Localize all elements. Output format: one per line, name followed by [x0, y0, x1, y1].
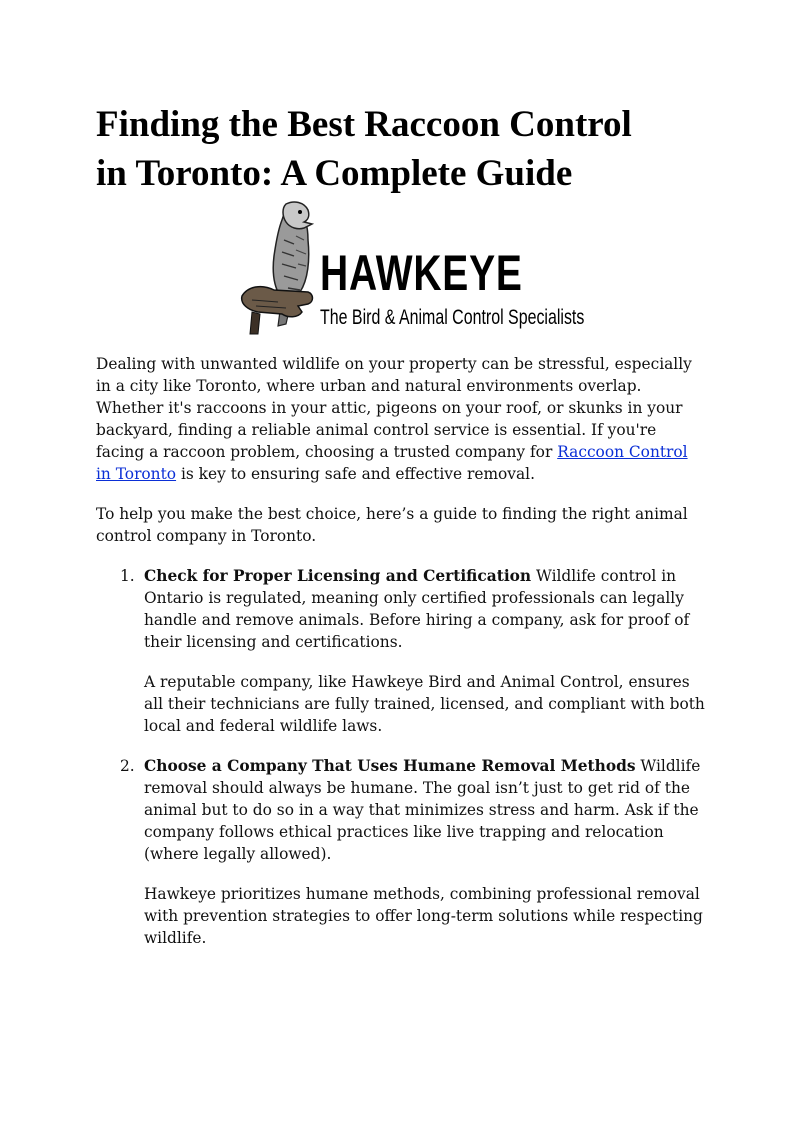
- list-item-text: Wildlife control in Ontario is regulated, meaning only certified professionals can legally handle and remove animals. Before hiring a company, ask for proof of their licensing and certifications.: [144, 567, 690, 651]
- list-item-followup: Hawkeye prioritizes humane methods, combining professional removal with prevention strategies to offer long-term solutions while respecting wildlife.: [144, 885, 703, 947]
- list-item-number: 2.: [120, 757, 135, 775]
- logo-tagline: The Bird & Animal Control Specialists: [320, 306, 585, 329]
- list-item-followup: A reputable company, like Hawkeye Bird and Animal Control, ensures all their technicians are fully trained, licensed, and compliant with both local and federal wildlife laws.: [144, 673, 705, 735]
- list-item-heading: Choose a Company That Uses Humane Removal Methods: [144, 757, 636, 775]
- raccoon-control-link[interactable]: Raccoon Control in Toronto: [96, 443, 688, 483]
- guide-list: [96, 565, 706, 949]
- list-item-text: Wildlife removal should always be humane. The goal isn’t just to get rid of the animal but to do so in a way that minimizes stress and harm. Ask if the company follows ethical practices like live trapping and relocation (where legally allowed).: [144, 757, 701, 863]
- guide-intro-paragraph: To help you make the best choice, here’s a guide to finding the right animal control company in Toronto.: [96, 505, 688, 545]
- intro-text-start: Dealing with unwanted wildlife on your property can be stressful, especially in a city like Toronto, where urban and natural environments overlap. Whether it's raccoons in your attic, pigeons on your roof, or skunks in your backyard, finding a reliable animal control service is essential. If you're facing a raccoon problem, choosing a trusted company for: [96, 355, 692, 461]
- list-item-paragraph: [144, 565, 706, 653]
- list-item-paragraph: [144, 755, 706, 865]
- title-line-1: Finding the Best Raccoon Control: [96, 104, 632, 145]
- list-item: [120, 565, 706, 737]
- intro-text-end: is key to ensuring safe and effective removal.: [176, 465, 535, 483]
- article-body: [96, 353, 706, 967]
- list-item-number: 1.: [120, 567, 135, 585]
- intro-paragraph: [96, 353, 706, 485]
- title-line-2: in Toronto: A Complete Guide: [96, 153, 573, 194]
- list-item: [120, 755, 706, 949]
- page-title: [96, 100, 700, 198]
- list-item-heading: Check for Proper Licensing and Certification: [144, 567, 532, 585]
- document-page: [96, 100, 700, 198]
- logo-wordmark: HAWKEYE: [320, 245, 523, 301]
